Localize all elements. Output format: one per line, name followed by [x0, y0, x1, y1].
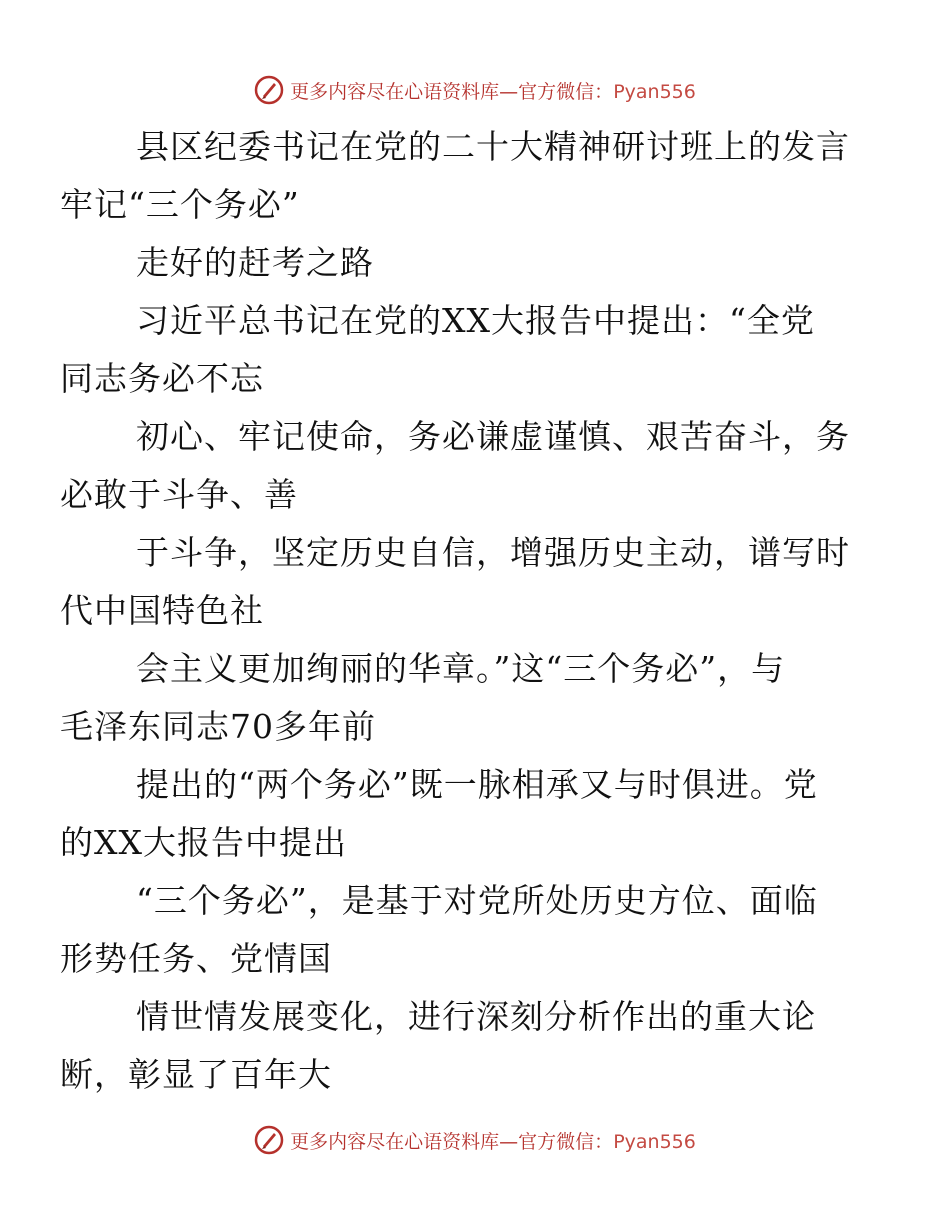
paragraph-line: “三个务必”，是基于对党所处历史方位、面临	[136, 881, 818, 920]
paragraph	[60, 640, 868, 756]
header-banner	[0, 70, 950, 110]
banner-wechat-id: Pyan556	[613, 80, 696, 103]
quill-logo-icon	[254, 1125, 284, 1155]
paragraph-line: 代中国特色社	[60, 591, 264, 630]
paragraph	[60, 292, 868, 408]
paragraph-line: 同志务必不忘	[60, 359, 264, 398]
paragraph-line: 必敢于斗争、善	[60, 475, 298, 514]
paragraph-line: 的XX大报告中提出	[60, 823, 347, 862]
banner-site-text: 更多内容尽在心语资料库	[290, 1130, 500, 1153]
paragraph-line: 断，彰显了百年大	[60, 1055, 332, 1094]
banner-wechat-id: Pyan556	[613, 1130, 696, 1153]
footer-banner	[0, 1120, 950, 1160]
paragraph-line: 情世情发展变化，进行深刻分析作出的重大论	[136, 997, 816, 1036]
paragraph-line: 走好的赶考之路	[136, 243, 374, 282]
quill-logo-icon	[254, 75, 284, 105]
paragraph-line: 牢记“三个务必”	[60, 185, 300, 224]
paragraph-line: 习近平总书记在党的XX大报告中提出：“全党	[136, 301, 815, 340]
paragraph-line: 提出的“两个务必”既一脉相承又与时俱进。党	[136, 765, 818, 804]
banner-separator: —	[499, 1130, 519, 1153]
paragraph-line: 会主义更加绚丽的华章。”这“三个务必”，与	[136, 649, 786, 688]
paragraph	[60, 524, 868, 640]
paragraph	[98, 234, 868, 292]
paragraph-line: 于斗争，坚定历史自信，增强历史主动，谱写时	[136, 533, 850, 572]
banner-text	[290, 77, 696, 104]
paragraph	[60, 118, 868, 234]
paragraph	[60, 756, 868, 872]
paragraph-line: 毛泽东同志70多年前	[60, 707, 376, 746]
banner-site-text: 更多内容尽在心语资料库	[290, 80, 500, 103]
paragraph-line: 形势任务、党情国	[60, 939, 332, 978]
document-body	[60, 118, 868, 1104]
paragraph-line: 初心、牢记使命，务必谦虚谨慎、艰苦奋斗，务	[136, 417, 850, 456]
banner-separator: —	[499, 80, 519, 103]
banner-wechat-label: 官方微信：	[518, 1130, 614, 1153]
paragraph	[60, 408, 868, 524]
banner-text	[290, 1127, 696, 1154]
paragraph	[60, 988, 868, 1104]
paragraph-line: 县区纪委书记在党的二十大精神研讨班上的发言	[136, 127, 850, 166]
banner-wechat-label: 官方微信：	[518, 80, 614, 103]
paragraph	[60, 872, 868, 988]
